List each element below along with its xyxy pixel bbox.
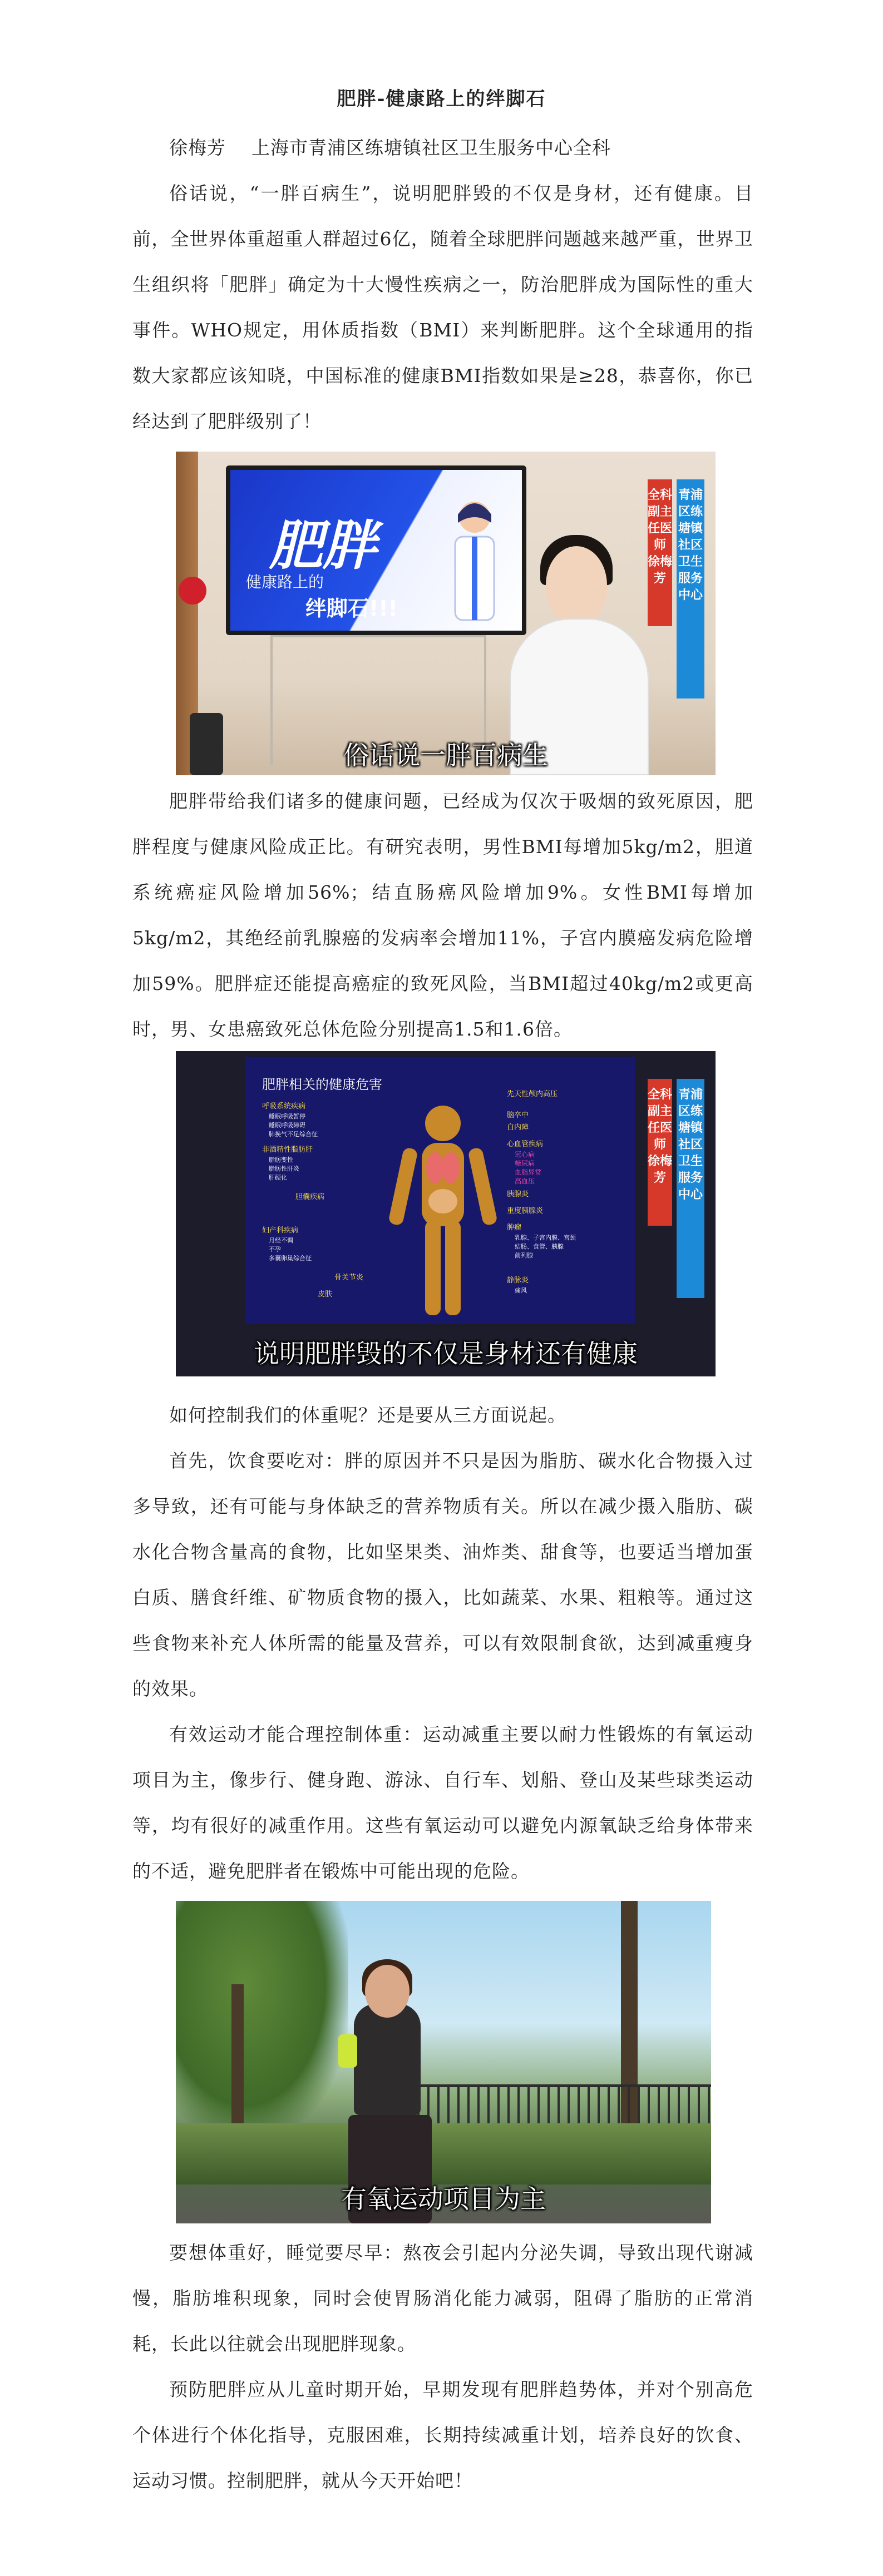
flower-decoration <box>179 577 206 605</box>
hazard-skin: 皮肤 <box>318 1290 333 1299</box>
author-affiliation: 上海市青浦区练塘镇社区卫生服务中心全科 <box>251 137 611 158</box>
hazard-tumor: 肿瘤 <box>507 1223 522 1232</box>
hazard-osteoarthritis: 骨关节炎 <box>334 1274 364 1282</box>
paragraph-how-to-control: 如何控制我们的体重呢？还是要从三方面说起。 <box>169 1404 566 1426</box>
video-still-health-hazards <box>176 1051 716 1376</box>
hazard-detail: 高血压 <box>515 1177 535 1185</box>
hazard-detail: 脂肪性肝炎 <box>269 1165 299 1172</box>
runner-face <box>365 1965 410 2018</box>
author-line <box>132 125 753 171</box>
paragraph-diet: 首先，饮食要吃对：胖的原因并不只是因为脂肪、碳水化合物摄入过多导致，还有可能与身体缺乏的营养物质有关。所以在减少摄入脂肪、碳水化合物含量高的食物，比如坚果类、油炸类、甜食等，也要适当增加蛋白质、膳食纤维、矿物质食物的摄入，比如蔬菜、水果、粗粮等。通过这些食物来补充人体所需的能量及营养，可以有效限制食欲，达到减重瘦身的效果。 <box>132 1450 753 1700</box>
hazard-detail: 月经不调 <box>269 1237 293 1244</box>
hazard-detail: 不孕 <box>269 1246 281 1253</box>
hazard-phlebitis: 静脉炎 <box>507 1276 529 1285</box>
tv-monitor <box>226 465 526 635</box>
paragraph-health-risks: 肥胖带给我们诸多的健康问题，已经成为仅次于吸烟的致死原因，肥胖程度与健康风险成正比。有研究表明，男性BMI每增加5kg/m2，胆道系统癌症风险增加56%；结直肠癌风险增加9%。女性BMI每增加5kg/m2，其绝经前乳腺癌的发病率会增加11%，子宫内膜癌发病危险增加59%。肥胖症还能提高癌症的致死风险，当BMI超过40kg/m2或更高时，男、女患癌致死总体危险分别提高1.5和1.6倍。 <box>132 790 753 1040</box>
hazard-cardiovascular: 心血管疾病 <box>507 1140 544 1148</box>
hazard-pancreatitis: 胰腺炎 <box>507 1190 529 1198</box>
hazard-intracranial: 先天性颅内高压 <box>507 1090 558 1098</box>
tree-canopy <box>176 1901 348 2140</box>
video-still-doctor <box>176 452 716 775</box>
cartoon-doctor-illustration <box>444 492 505 626</box>
slide-title: 肥胖相关的健康危害 <box>262 1077 382 1092</box>
hazard-detail: 肝硬化 <box>269 1174 287 1181</box>
hedge <box>176 2123 711 2184</box>
tv-screen <box>230 470 522 631</box>
hazard-cataract: 白内障 <box>507 1123 529 1132</box>
hazard-detail: 结肠、食管、胰腺 <box>515 1243 564 1250</box>
organization-banner: 青浦区练塘镇社区卫生服务中心 <box>677 1079 704 1298</box>
video-caption: 俗话说一胖百病生 <box>343 740 548 770</box>
hazard-detail: 肺换气不足综合征 <box>269 1131 318 1138</box>
tv-screen-subtitle: 健康路上的 <box>246 573 324 591</box>
hazard-fatty-liver: 非酒精性脂肪肝 <box>262 1146 313 1154</box>
hazard-gynecologic: 妇产科疾病 <box>262 1226 299 1235</box>
presentation-slide <box>245 1057 635 1324</box>
paragraph-exercise: 有效运动才能合理控制体重：运动减重主要以耐力性锻炼的有氧运动项目为主，像步行、健身跑、游泳、自行车、划船、登山及某些球类运动等，均有很好的减重作用。这些有氧运动可以避免内源氧缺乏给身体带来的不适，避免肥胖者在锻炼中可能出现的危险。 <box>132 1723 753 1882</box>
hazard-detail: 糖尿病 <box>515 1160 535 1167</box>
tv-screen-title: 肥胖 <box>269 514 376 577</box>
hazard-detail: 痛风 <box>515 1287 527 1294</box>
hazard-detail: 睡眠呼吸障碍 <box>269 1122 305 1129</box>
author-name: 徐梅芳 <box>169 137 226 158</box>
video-caption: 有氧运动项目为主 <box>341 2184 546 2214</box>
hazard-detail: 前列腺 <box>515 1252 533 1259</box>
hazard-detail: 脂肪变性 <box>269 1156 293 1163</box>
doctor-face <box>546 546 607 624</box>
organization-banner: 青浦区练塘镇社区卫生服务中心 <box>677 479 704 699</box>
hazard-gallbladder: 胆囊疾病 <box>295 1193 325 1201</box>
video-still-runner <box>176 1901 711 2223</box>
paragraph-sleep: 要想体重好，睡觉要尽早：熬夜会引起内分泌失调，导致出现代谢减慢，脂肪堆积现象，同时会使胃肠消化能力减弱，阻碍了脂肪的正常消耗，长此以往就会出现肥胖现象。 <box>132 2242 753 2355</box>
hazard-severe-pancreatitis: 重度胰腺炎 <box>507 1207 544 1215</box>
paragraph-prevention: 预防肥胖应从儿童时期开始，早期发现有肥胖趋势体，并对个别高危个体进行个体化指导，克服困难，长期持续减重计划，培养良好的饮食、运动习惯。控制肥胖，就从今天开始吧！ <box>132 2379 753 2491</box>
hazard-detail: 乳腺、子宫内膜、宫颈 <box>515 1234 576 1241</box>
human-body-diagram <box>387 1101 499 1318</box>
doctor-title-banner: 全科副主任医师 徐梅芳 <box>648 1079 672 1226</box>
hazard-detail: 冠心病 <box>515 1151 535 1158</box>
article-title: 肥胖-健康路上的绊脚石 <box>337 88 546 110</box>
hazard-detail: 睡眠呼吸暂停 <box>269 1113 305 1120</box>
runner-torso <box>354 2004 421 2115</box>
hazard-detail: 多囊卵巢综合征 <box>269 1255 312 1262</box>
video-caption: 说明肥胖毁的不仅是身材还有健康 <box>254 1339 638 1369</box>
hazard-respiratory: 呼吸系统疾病 <box>262 1102 306 1111</box>
hazard-detail: 血脂异常 <box>515 1168 542 1176</box>
phone-armband <box>338 2034 357 2068</box>
paragraph-intro: 俗话说，“一胖百病生”，说明肥胖毁的不仅是身材，还有健康。目前，全世界体重超重人群超过6亿，随着全球肥胖问题越来越严重，世界卫生组织将「肥胖」确定为十大慢性疾病之一，防治肥胖成为国际性的重大事件。WHO规定，用体质指数（BMI）来判断肥胖。这个全球通用的指数大家都应该知晓，中国标准的健康BMI指数如果是≥28，恭喜你，你已经达到了肥胖级别了！ <box>132 182 753 432</box>
tv-screen-subtitle-2: 绊脚石!!! <box>305 596 398 621</box>
doctor-title-banner: 全科副主任医师 徐梅芳 <box>648 479 672 626</box>
hazard-stroke: 脑卒中 <box>507 1111 529 1119</box>
